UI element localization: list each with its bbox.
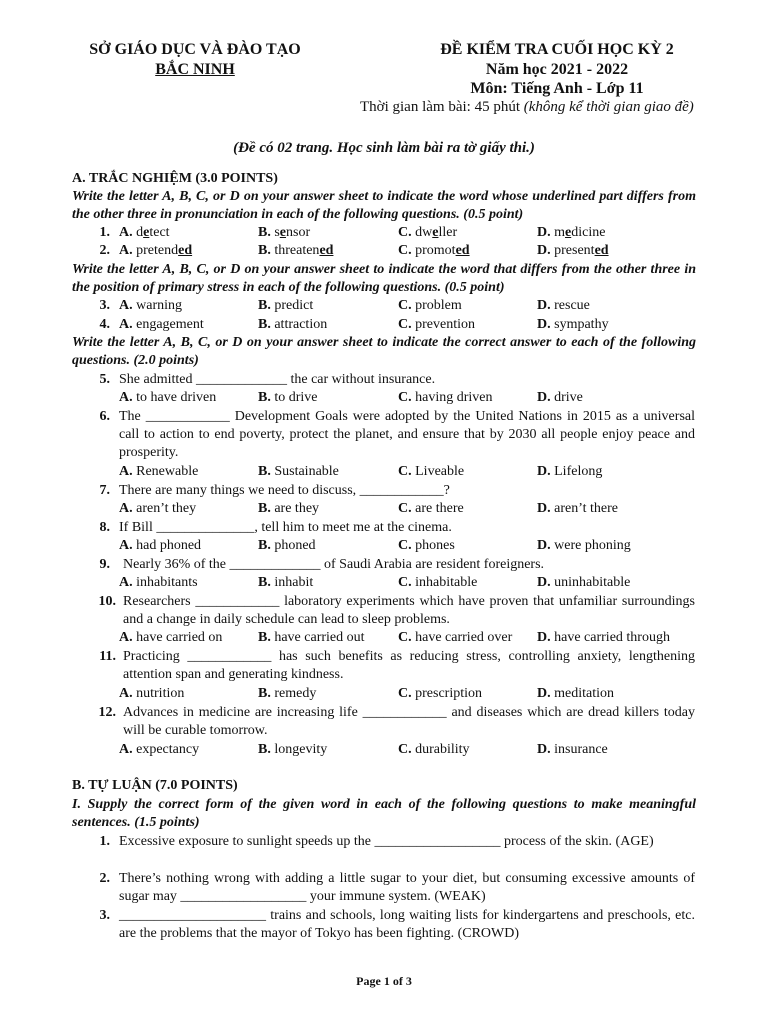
time-limit: [360, 99, 694, 116]
option-b: B. predict: [258, 298, 314, 313]
option-d: D. rescue: [537, 298, 590, 313]
option-b: B. remedy: [258, 686, 317, 701]
question-number: 1.: [99, 834, 110, 849]
section-a-instruction-1: Write the letter A, B, C, or D on your answer sheet to indicate the word whose underlined part differs from the other three in pronunciation in each of the following questions. (0.5 point): [72, 189, 696, 222]
section-a-title: A. TRẮC NGHIỆM (3.0 POINTS): [72, 171, 278, 186]
option-c: C. problem: [398, 298, 462, 313]
question-text: There’s nothing wrong with adding a little sugar to your diet, but consuming excessive amounts of sugar may __________________ your immune system. (WEAK): [119, 871, 695, 904]
option-a: A. aren’t they: [119, 501, 197, 516]
exam-note: (Đề có 02 trang. Học sinh làm bài ra tờ giấy thi.): [233, 140, 535, 156]
option-c: C. have carried over: [398, 630, 513, 645]
section-b-instruction-1: I. Supply the correct form of the given word in each of the following questions to make meaningful sentences. (1.5 points): [72, 797, 696, 830]
option-d: D. drive: [537, 390, 583, 405]
question-number: 2.: [99, 871, 110, 886]
question-number: 1.: [99, 225, 110, 240]
option-b: B. sensor: [258, 225, 311, 240]
option-b: B. to drive: [258, 390, 318, 405]
option-c: C. promoted: [398, 243, 470, 258]
option-d: D. insurance: [537, 742, 608, 757]
question-number: 7.: [99, 483, 110, 498]
question-text: Nearly 36% of the _____________ of Saudi Arabia are resident foreigners.: [123, 557, 545, 572]
option-a: A. to have driven: [119, 390, 217, 405]
option-d: D. meditation: [537, 686, 615, 701]
question-text: If Bill ______________, tell him to meet me at the cinema.: [119, 520, 452, 535]
option-a: A. have carried on: [119, 630, 223, 645]
option-d: D. sympathy: [537, 317, 609, 332]
time-limit-note: (không kể thời gian giao đề): [523, 99, 694, 115]
option-a: A. engagement: [119, 317, 204, 332]
option-c: C. having driven: [398, 390, 493, 405]
question-number: 3.: [99, 908, 110, 923]
question-text: _____________________ trains and schools, long waiting lists for kindergartens and preschools, etc. are the problems that the mayor of Tokyo has been fighting. (CROWD): [119, 908, 695, 941]
option-d: D. aren’t there: [537, 501, 618, 516]
question-text: Advances in medicine are increasing life ____________ and diseases which are dread killers today will be curable tomorrow.: [123, 705, 695, 738]
option-c: C. durability: [398, 742, 470, 757]
option-a: A. warning: [119, 298, 183, 313]
option-b: B. Sustainable: [258, 464, 339, 479]
question-text: Researchers ____________ laboratory experiments which have proven that unfamiliar surroundings and a change in daily schedule can lead to sleep problems.: [123, 594, 695, 627]
section-a-instruction-3: Write the letter A, B, C, or D on your answer sheet to indicate the correct answer to each of the following questions. (2.0 points): [72, 335, 696, 368]
option-b: B. attraction: [258, 317, 328, 332]
question-number: 4.: [99, 317, 110, 332]
province-name: [75, 60, 315, 80]
option-d: D. were phoning: [537, 538, 631, 553]
option-c: C. inhabitable: [398, 575, 478, 590]
option-d: D. Lifelong: [537, 464, 603, 479]
option-b: B. are they: [258, 501, 320, 516]
section-a-instruction-2: Write the letter A, B, C, or D on your answer sheet to indicate the word that differs from the other three in the position of primary stress in each of the following questions. (0.5 point): [72, 262, 696, 295]
option-b: B. inhabit: [258, 575, 314, 590]
question-text: The ____________ Development Goals were adopted by the United Nations in 2015 as a universal call to action to end poverty, protect the planet, and ensure that by 2030 all people enjoy peace and prosperity.: [119, 409, 695, 460]
question-text: Excessive exposure to sunlight speeds up the __________________ process of the skin. (AGE): [119, 834, 654, 849]
option-c: C. are there: [398, 501, 464, 516]
option-a: A. nutrition: [119, 686, 185, 701]
section-b-title: B. TỰ LUẬN (7.0 POINTS): [72, 778, 238, 793]
question-text: She admitted _____________ the car without insurance.: [119, 372, 436, 387]
option-a: A. pretended: [119, 243, 193, 258]
option-a: A. Renewable: [119, 464, 199, 479]
option-d: D. have carried through: [537, 630, 670, 645]
question-number: 10.: [98, 594, 116, 609]
school-year: Năm học 2021 - 2022: [485, 61, 629, 78]
option-a: A. detect: [119, 225, 170, 240]
department-name: SỞ GIÁO DỤC VÀ ĐÀO TẠO: [89, 41, 301, 58]
option-a: A. inhabitants: [119, 575, 198, 590]
question-number: 2.: [99, 243, 110, 258]
question-number: 12.: [98, 705, 116, 720]
question-number: 11.: [99, 649, 116, 664]
option-c: C. Liveable: [398, 464, 465, 479]
option-b: B. longevity: [258, 742, 328, 757]
option-c: C. phones: [398, 538, 455, 553]
option-a: A. had phoned: [119, 538, 202, 553]
option-b: B. have carried out: [258, 630, 365, 645]
option-c: C. prescription: [398, 686, 482, 701]
option-c: C. dweller: [398, 225, 458, 240]
time-limit-text: Thời gian làm bài: 45 phút: [360, 99, 524, 115]
subject: Môn: Tiếng Anh - Lớp 11: [470, 80, 644, 97]
question-text: Practicing ____________ has such benefits as reducing stress, controlling anxiety, lengthening attention span and generating kindness.: [123, 649, 695, 682]
question-number: 9.: [99, 557, 110, 572]
option-d: D. presented: [537, 243, 609, 258]
page-number: Page 1 of 3: [356, 974, 412, 988]
option-b: B. phoned: [258, 538, 316, 553]
province-label: BẮC NINH: [155, 61, 235, 78]
option-d: D. uninhabitable: [537, 575, 631, 590]
option-d: D. medicine: [537, 225, 606, 240]
question-number: 5.: [99, 372, 110, 387]
question-number: 8.: [99, 520, 110, 535]
question-number: 6.: [99, 409, 110, 424]
question-text: There are many things we need to discuss, ____________?: [119, 483, 450, 498]
option-a: A. expectancy: [119, 742, 200, 757]
question-number: 3.: [99, 298, 110, 313]
exam-title: ĐỀ KIỂM TRA CUỐI HỌC KỲ 2: [440, 41, 674, 58]
option-c: C. prevention: [398, 317, 475, 332]
option-b: B. threatened: [258, 243, 334, 258]
